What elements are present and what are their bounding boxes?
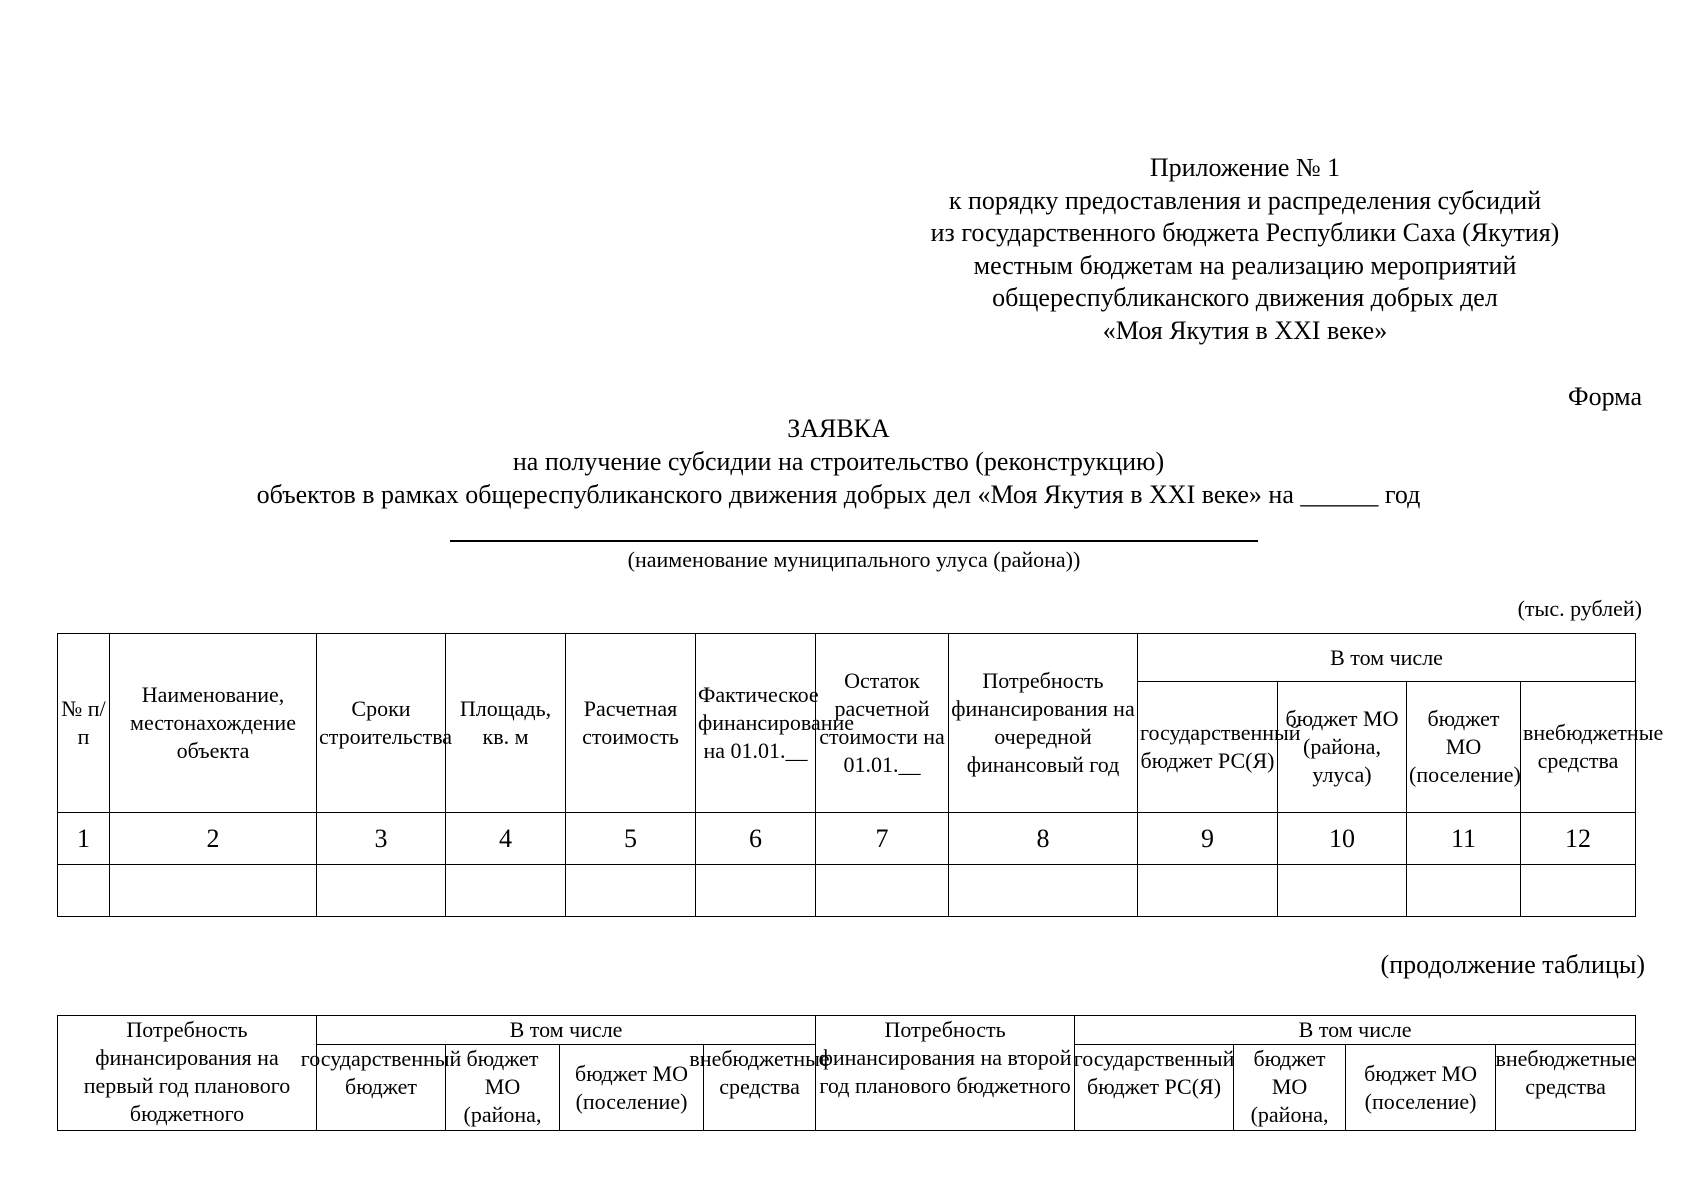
- header-col-8: Потребность финансирования на очередной финансовый год: [949, 634, 1138, 813]
- column-number: 6: [696, 813, 816, 865]
- header-col-3: Сроки строительства: [317, 634, 446, 813]
- table-cell[interactable]: [110, 865, 317, 917]
- header-col-10: бюджет МО (района, улуса): [1278, 682, 1407, 813]
- table-cell[interactable]: [58, 865, 110, 917]
- header-col-12: внебюджетные средства: [1521, 682, 1636, 813]
- column-number: 4: [446, 813, 566, 865]
- continuation-label: (продолжение таблицы): [1380, 950, 1645, 979]
- column-number: 5: [566, 813, 696, 865]
- appendix-line: Приложение № 1: [1149, 153, 1341, 182]
- appendix-line: из государственного бюджета Республики Саха (Якутия): [930, 218, 1560, 248]
- appendix-heading: [870, 152, 1620, 348]
- table-cell[interactable]: [446, 865, 566, 917]
- title-line-2: на получение субсидии на строительство (реконструкцию): [512, 447, 1165, 476]
- table-cell[interactable]: [566, 865, 696, 917]
- column-number: 2: [110, 813, 317, 865]
- form-label: Форма: [1568, 382, 1642, 411]
- mo-district-budget-1: бюджет МО (района,: [446, 1045, 560, 1131]
- column-number: 9: [1138, 813, 1278, 865]
- header-col-2: Наименование, местонахождение объекта: [110, 634, 317, 813]
- header-col-9: государственный бюджет РС(Я): [1138, 682, 1278, 813]
- state-budget-1: государственный бюджет: [317, 1045, 446, 1131]
- mo-district-budget-2: бюджет МО (района,: [1234, 1045, 1346, 1131]
- header-group-including: В том числе: [317, 1016, 816, 1045]
- column-number: 1: [58, 813, 110, 865]
- column-number: 11: [1407, 813, 1521, 865]
- title-line-3: объектов в рамках общереспубликанского движения добрых дел «Моя Якутия в XXI веке» на ______ год: [256, 480, 1421, 509]
- table-cell[interactable]: [696, 865, 816, 917]
- table-cell[interactable]: [317, 865, 446, 917]
- header-col-11: бюджет МО (поселение): [1407, 682, 1521, 813]
- appendix-line: общереспубликанского движения добрых дел: [992, 283, 1498, 313]
- header-group-including: В том числе: [1138, 634, 1636, 682]
- header-col-4: Площадь, кв. м: [446, 634, 566, 813]
- municipality-fill-line: [450, 540, 1258, 542]
- mo-settlement-budget-1: бюджет МО (поселение): [560, 1045, 704, 1131]
- column-number: 12: [1521, 813, 1636, 865]
- application-table: [57, 633, 1664, 917]
- column-number: 7: [816, 813, 949, 865]
- table-row: [58, 865, 1636, 917]
- appendix-line: к порядку предоставления и распределения субсидий: [948, 185, 1542, 215]
- header-col-1: № п/п: [58, 634, 110, 813]
- table-cell[interactable]: [1521, 865, 1636, 917]
- table-cell[interactable]: [816, 865, 949, 917]
- header-group-including: В том числе: [1075, 1016, 1636, 1045]
- extra-budget-1: внебюджетные средства: [704, 1045, 816, 1131]
- header-col-6: Фактическое финансирование на 01.01.__: [696, 634, 816, 813]
- header-col-5: Расчетная стоимость: [566, 634, 696, 813]
- appendix-line: местным бюджетам на реализацию мероприятий: [973, 250, 1517, 280]
- mo-settlement-budget-2: бюджет МО (поселение): [1346, 1045, 1496, 1131]
- column-number: 10: [1278, 813, 1407, 865]
- column-number: 3: [317, 813, 446, 865]
- column-number: 8: [949, 813, 1138, 865]
- header-col-7: Остаток расчетной стоимости на 01.01.__: [816, 634, 949, 813]
- units-label: (тыс. рублей): [1517, 596, 1642, 621]
- title-line-1: ЗАЯВКА: [787, 414, 890, 443]
- continuation-table: [57, 1015, 1636, 1131]
- need-first-plan-year: Потребность финансирования на первый год планового бюджетного: [58, 1016, 317, 1131]
- state-budget-2: государственный бюджет РС(Я): [1075, 1045, 1234, 1131]
- table-cell[interactable]: [1278, 865, 1407, 917]
- document-title: [0, 412, 1697, 511]
- table-cell[interactable]: [1407, 865, 1521, 917]
- municipality-caption: (наименование муниципального улуса (района)): [627, 547, 1081, 572]
- need-second-plan-year: Потребность финансирования на второй год планового бюджетного: [816, 1016, 1075, 1131]
- table-cell[interactable]: [1138, 865, 1278, 917]
- table-cell[interactable]: [949, 865, 1138, 917]
- extra-budget-2: внебюджетные средства: [1496, 1045, 1636, 1131]
- appendix-line: «Моя Якутия в XXI веке»: [1102, 315, 1388, 345]
